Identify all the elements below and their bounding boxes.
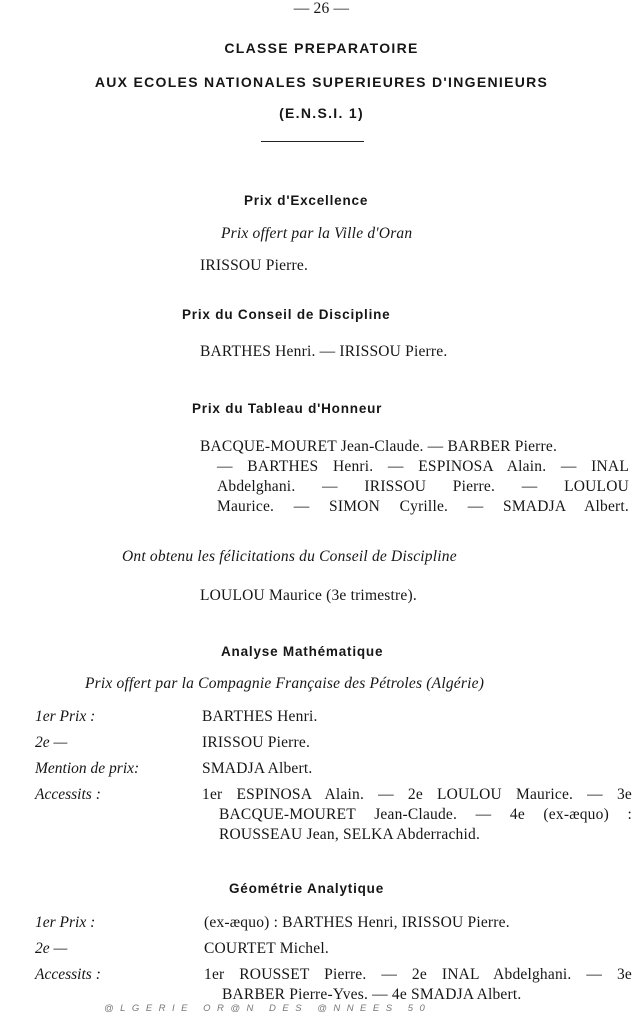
analyse-label-1: 1er Prix :: [35, 708, 96, 725]
excellence-winner: IRISSOU Pierre.: [200, 257, 309, 274]
geometrie-accessits-line-1: 1er ROUSSET Pierre. — 2e INAL Abdelghani. — 3e: [204, 966, 632, 983]
felicitations-name: LOULOU Maurice (3e trimestre).: [200, 587, 417, 604]
header-line-1: CLASSE PREPARATOIRE: [224, 40, 419, 56]
geometrie-accessits-line-2: BARBER Pierre-Yves. — 4e SMADJA Albert.: [222, 986, 522, 1003]
discipline-title: Prix du Conseil de Discipline: [182, 307, 391, 322]
analyse-label-3: Mention de prix:: [35, 760, 140, 777]
honneur-line-2: — BARTHES Henri. — ESPINOSA Alain. — INAL: [217, 458, 629, 475]
analyse-accessits-line-2: BACQUE-MOURET Jean-Claude. — 4e (ex-æquo) :: [219, 806, 632, 823]
analyse-value-2: IRISSOU Pierre.: [202, 734, 311, 751]
geometrie-title: Géométrie Analytique: [229, 881, 385, 896]
geometrie-value-2: COURTET Michel.: [204, 940, 329, 957]
honneur-title: Prix du Tableau d'Honneur: [192, 401, 383, 416]
analyse-accessits-line-1: 1er ESPINOSA Alain. — 2e LOULOU Maurice. — 3e: [202, 786, 632, 803]
excellence-title: Prix d'Excellence: [244, 193, 369, 208]
analyse-title: Analyse Mathématique: [221, 644, 384, 659]
analyse-accessits-line-3: ROUSSEAU Jean, SELKA Abderrachid.: [219, 826, 481, 843]
analyse-accessits-label: Accessits :: [35, 786, 101, 803]
honneur-line-3: Abdelghani. — IRISSOU Pierre. — LOULOU: [217, 478, 629, 495]
honneur-line-1: BACQUE-MOURET Jean-Claude. — BARBER Pierre.: [200, 438, 558, 455]
analyse-value-3: SMADJA Albert.: [202, 760, 313, 777]
felicitations-title: Ont obtenu les félicitations du Conseil de Discipline: [122, 548, 457, 565]
honneur-line-4: Maurice. — SIMON Cyrille. — SMADJA Albert.: [217, 498, 629, 515]
header-line-2: AUX ECOLES NATIONALES SUPERIEURES D'INGENIEURS: [94, 74, 549, 90]
geometrie-label-1: 1er Prix :: [35, 914, 96, 931]
geometrie-label-2: 2e —: [35, 940, 68, 957]
page-number: — 26 —: [293, 0, 350, 17]
geometrie-value-1: (ex-æquo) : BARTHES Henri, IRISSOU Pierre.: [204, 914, 510, 931]
geometrie-accessits-label: Accessits :: [35, 966, 101, 983]
discipline-names: BARTHES Henri. — IRISSOU Pierre.: [200, 343, 448, 360]
analyse-label-2: 2e —: [35, 734, 68, 751]
analyse-subtitle: Prix offert par la Compagnie Française des Pétroles (Algérie): [85, 675, 485, 692]
excellence-subtitle: Prix offert par la Ville d'Oran: [221, 225, 413, 242]
analyse-value-1: BARTHES Henri.: [202, 708, 318, 725]
header-divider: [261, 141, 364, 142]
watermark: @LGERIE OR@N DES @NNEES 50: [104, 1003, 432, 1014]
header-line-3: (E.N.S.I. 1): [279, 105, 364, 121]
